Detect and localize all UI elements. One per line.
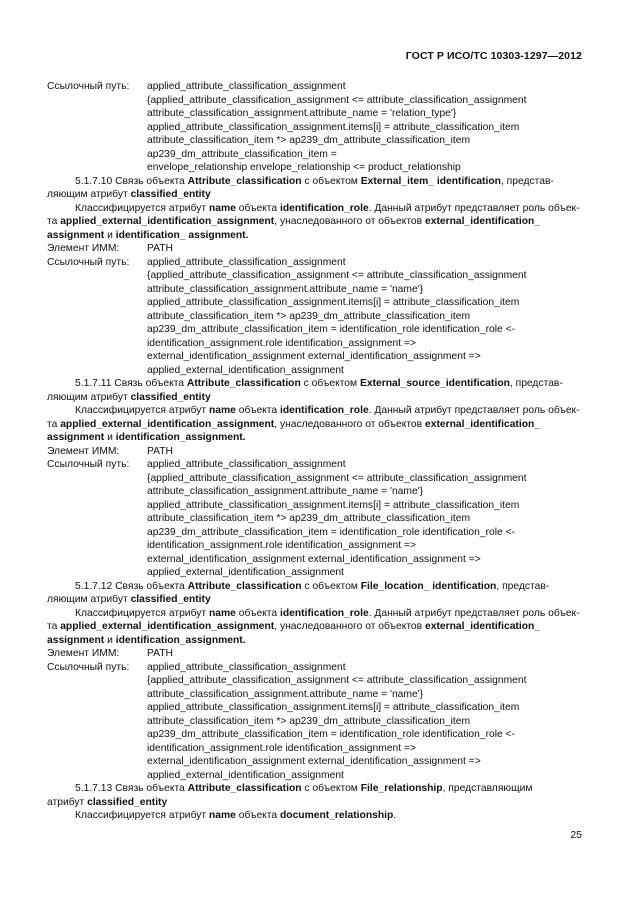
reference-path-line: ap239_dm_attribute_classification_item = identification_role identification_role <- <box>147 324 516 335</box>
para-entity: name <box>208 405 236 416</box>
para-text: объекта <box>235 202 280 214</box>
heading-entity: Attribute_classification <box>186 378 301 389</box>
heading-text: с объектом <box>301 580 361 592</box>
reference-path-line: {applied_attribute_classification_assignment <= attribute_classification_assignment <box>147 94 527 106</box>
para-entity: assignment <box>47 634 105 646</box>
classification-paragraph <box>47 607 583 621</box>
para-text: . Данный атрибут представляет роль объек- <box>368 607 580 619</box>
para-entity: identification_role <box>280 405 369 416</box>
heading-text: 5.1.7.10 Связь объекта <box>75 175 188 187</box>
reference-path-line: identification_assignment.role identification_assignment => <box>147 337 417 349</box>
reference-path-label: Ссылочный путь: <box>47 661 130 673</box>
heading-entity: Attribute_classification <box>187 175 302 187</box>
page-content <box>47 80 583 823</box>
para-text: Классифицируется атрибут <box>75 405 209 416</box>
classification-paragraph <box>47 809 583 823</box>
reference-path-line: attribute_classification_item *> ap239_dm_attribute_classification_item <box>147 135 471 146</box>
classification-paragraph-line <box>47 229 583 243</box>
para-text: и <box>104 432 116 443</box>
reference-path-line: envelope_relationship envelope_relationship <= product_relationship <box>147 162 461 173</box>
classification-paragraph-line <box>47 634 583 648</box>
para-text: объекта <box>235 607 280 619</box>
reference-path-line: attribute_classification_assignment.attribute_name = 'relation_type'} <box>147 108 457 119</box>
para-text: Классифицируется атрибут <box>75 810 209 821</box>
reference-path-lines <box>147 661 583 783</box>
para-entity: identification_ assignment. <box>115 229 249 241</box>
reference-path-line: ap239_dm_attribute_classification_item = <box>147 148 337 160</box>
reference-path-lines <box>147 256 583 378</box>
section-heading <box>47 377 583 391</box>
reference-path-lines <box>147 458 583 580</box>
para-entity: name <box>208 810 236 821</box>
imm-element-label: Элемент ИММ: <box>47 243 120 254</box>
classification-paragraph-line <box>47 215 583 229</box>
reference-path-label: Ссылочный путь: <box>47 459 130 470</box>
reference-path-line: {applied_attribute_classification_assignment <= attribute_classification_assignment <box>147 270 527 281</box>
reference-path-line: attribute_classification_assignment.attribute_name = 'name'} <box>147 688 424 700</box>
imm-element-value: PATH <box>147 648 173 659</box>
imm-element-row <box>47 647 583 661</box>
reference-path-line: attribute_classification_assignment.attribute_name = 'name'} <box>147 486 424 497</box>
para-text: объекта <box>235 810 280 821</box>
para-entity: applied_external_identification_assignment <box>60 216 275 227</box>
para-entity: identification_assignment. <box>115 432 246 443</box>
reference-path-line: applied_attribute_classification_assignment <box>147 81 346 92</box>
classification-paragraph <box>47 404 583 418</box>
para-entity: identification_role <box>280 607 369 619</box>
para-entity: external_identification_ <box>425 216 541 227</box>
heading-text: 5.1.7.13 Связь объекта <box>75 783 188 794</box>
document-header: ГОСТ Р ИСО/ТС 10303-1297—2012 <box>405 50 582 62</box>
reference-path-block <box>47 256 583 378</box>
reference-path-line: applied_attribute_classification_assignment <box>147 661 346 673</box>
reference-path-line: applied_external_identification_assignment <box>147 567 344 578</box>
para-text: , унаследованного от объектов <box>274 216 425 227</box>
section-heading <box>47 782 583 796</box>
para-text: та <box>47 418 61 430</box>
imm-element-label: Элемент ИММ: <box>47 445 120 457</box>
imm-element-label: Элемент ИММ: <box>47 648 120 659</box>
classification-paragraph-line <box>47 620 583 634</box>
reference-path-line: applied_attribute_classification_assignment.items[i] = attribute_classification_item <box>147 499 520 511</box>
heading-text: , представляющим <box>442 783 533 794</box>
reference-path-line: applied_external_identification_assignment <box>147 364 344 376</box>
para-text: и <box>104 229 116 241</box>
reference-path-line: {applied_attribute_classification_assignment <= attribute_classification_assignment <box>147 675 527 686</box>
reference-path-line: applied_attribute_classification_assignment <box>147 459 346 470</box>
section-heading-continued <box>47 593 583 607</box>
para-entity: external_identification_ <box>425 621 541 632</box>
heading-entity: classified_entity <box>130 594 211 605</box>
para-entity: document_relationship <box>280 810 394 821</box>
reference-path-line: applied_attribute_classification_assignment.items[i] = attribute_classification_item <box>147 702 520 713</box>
para-text: . <box>393 810 397 821</box>
para-entity: external_identification_ <box>425 418 541 430</box>
para-entity: name <box>208 202 236 214</box>
reference-path-line: external_identification_assignment external_identification_assignment => <box>147 553 481 565</box>
reference-path-line: attribute_classification_item *> ap239_dm_attribute_classification_item <box>147 715 471 727</box>
heading-entity: classified_entity <box>130 391 211 403</box>
heading-text: ляющим атрибут <box>47 594 131 605</box>
section-heading-continued <box>47 796 583 810</box>
reference-path-line: applied_attribute_classification_assignment.items[i] = attribute_classification_item <box>147 121 520 133</box>
classification-paragraph <box>47 202 583 216</box>
reference-path-line: ap239_dm_attribute_classification_item = identification_role identification_role <- <box>147 526 516 538</box>
para-entity: assignment <box>47 229 105 241</box>
para-entity: identification_assignment. <box>115 634 246 646</box>
heading-entity: classified_entity <box>87 796 168 808</box>
heading-text: , представ- <box>496 580 550 592</box>
reference-path-block <box>47 661 583 783</box>
imm-element-value: PATH <box>147 243 173 254</box>
para-text: . Данный атрибут представляет роль объек- <box>368 202 580 214</box>
reference-path-line: ap239_dm_attribute_classification_item = identification_role identification_role <- <box>147 729 516 740</box>
heading-entity: Attribute_classification <box>187 783 302 794</box>
para-text: та <box>47 216 61 227</box>
reference-path-line: applied_attribute_classification_assignment <box>147 256 346 268</box>
reference-path-line: external_identification_assignment external_identification_assignment => <box>147 756 481 767</box>
reference-path-line: applied_external_identification_assignment <box>147 769 344 781</box>
para-text: та <box>47 621 61 632</box>
heading-text: 5.1.7.11 Связь объекта <box>75 378 187 389</box>
section-heading <box>47 580 583 594</box>
para-text: , унаследованного от объектов <box>274 418 425 430</box>
heading-text: 5.1.7.12 Связь объекта <box>75 580 188 592</box>
heading-entity: File_relationship <box>360 783 443 794</box>
heading-text: с объектом <box>301 783 361 794</box>
heading-text: ляющим атрибут <box>47 391 131 403</box>
heading-entity: File_location_ identification <box>360 580 497 592</box>
heading-text: , представ- <box>509 378 563 389</box>
reference-path-line: applied_attribute_classification_assignment.items[i] = attribute_classification_item <box>147 297 520 308</box>
reference-path-line: {applied_attribute_classification_assignment <= attribute_classification_assignment <box>147 472 527 484</box>
page-number: 25 <box>570 829 582 841</box>
imm-element-row <box>47 445 583 459</box>
section-heading-continued <box>47 188 583 202</box>
heading-entity: Attribute_classification <box>187 580 302 592</box>
heading-text: с объектом <box>300 378 360 389</box>
reference-path-lines <box>147 80 583 175</box>
heading-entity: External_item_ identification <box>360 175 501 187</box>
reference-path-label: Ссылочный путь: <box>47 256 130 268</box>
heading-text: с объектом <box>301 175 361 187</box>
reference-path-line: attribute_classification_assignment.attribute_name = 'name'} <box>147 283 424 295</box>
para-entity: applied_external_identification_assignment <box>60 418 275 430</box>
classification-paragraph-line <box>47 431 583 445</box>
reference-path-line: identification_assignment.role identification_assignment => <box>147 540 417 551</box>
reference-path-line: external_identification_assignment external_identification_assignment => <box>147 351 481 362</box>
para-text: , унаследованного от объектов <box>274 621 425 632</box>
para-text: и <box>104 634 116 646</box>
imm-element-value: PATH <box>147 445 173 457</box>
reference-path-block <box>47 458 583 580</box>
section-heading <box>47 175 583 189</box>
para-entity: assignment <box>47 432 105 443</box>
classification-paragraph-line <box>47 418 583 432</box>
para-text: Классифицируется атрибут <box>75 202 209 214</box>
reference-path-label: Ссылочный путь: <box>47 81 130 92</box>
para-entity: identification_role <box>280 202 369 214</box>
reference-path-line: attribute_classification_item *> ap239_dm_attribute_classification_item <box>147 310 471 322</box>
imm-element-row <box>47 242 583 256</box>
heading-text: ляющим атрибут <box>47 189 131 200</box>
section-heading-continued <box>47 391 583 405</box>
reference-path-line: identification_assignment.role identification_assignment => <box>147 742 417 754</box>
para-text: объекта <box>235 405 280 416</box>
heading-text: атрибут <box>47 796 88 808</box>
para-text: Классифицируется атрибут <box>75 607 209 619</box>
heading-text: , представ- <box>500 175 554 187</box>
heading-entity: External_source_identification <box>359 378 510 389</box>
heading-entity: classified_entity <box>130 189 211 200</box>
para-entity: applied_external_identification_assignment <box>60 621 275 632</box>
para-text: . Данный атрибут представляет роль объек- <box>368 405 580 416</box>
reference-path-line: attribute_classification_item *> ap239_dm_attribute_classification_item <box>147 513 471 524</box>
reference-path-block <box>47 80 583 175</box>
para-entity: name <box>208 607 236 619</box>
